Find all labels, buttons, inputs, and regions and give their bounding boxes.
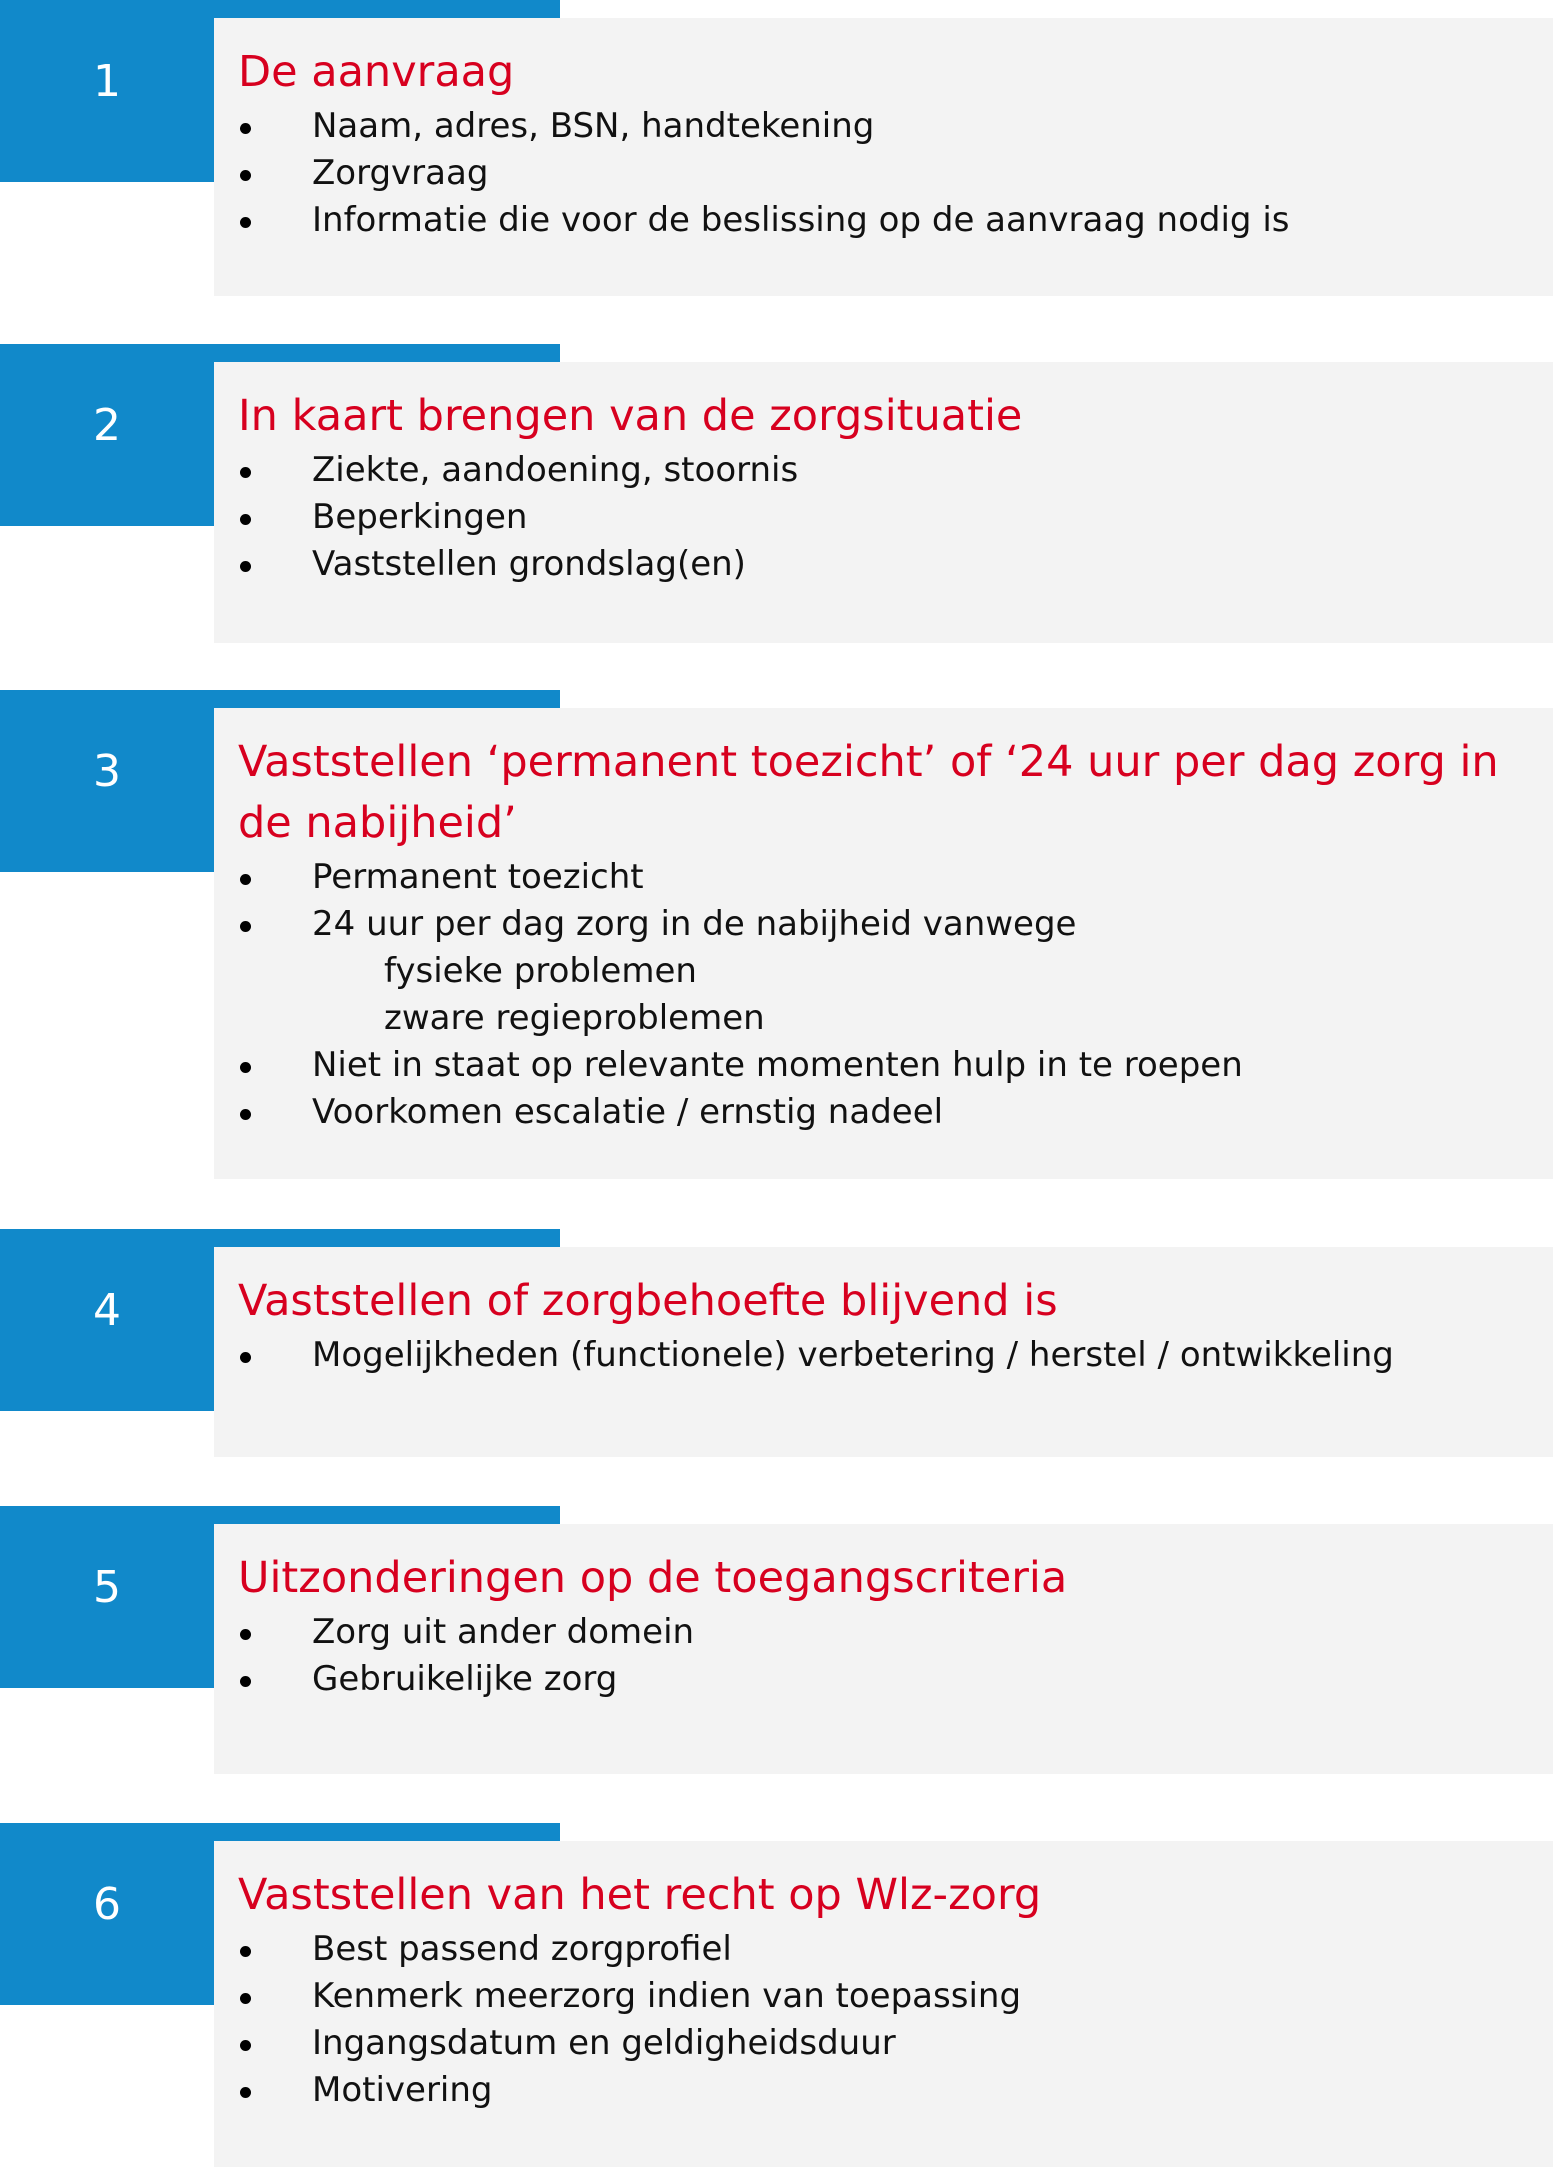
list-item-text: Vaststellen grondslag(en): [312, 544, 746, 584]
step-title: Uitzonderingen op de toegangscriteria: [238, 1553, 1068, 1603]
list-item: [238, 197, 1535, 244]
list-item-text: 24 uur per dag zorg in de nabijheid vanwege: [312, 904, 1077, 944]
bullet-icon: [240, 1352, 251, 1363]
step-items: [238, 447, 1535, 588]
list-item-text: Zorgvraag: [312, 153, 489, 193]
list-item-text: Ingangsdatum en geldigheidsduur: [312, 2023, 896, 2063]
bullet-icon: [240, 921, 251, 932]
list-item: [238, 541, 1535, 588]
list-item: [238, 494, 1535, 541]
step-title: Vaststellen van het recht op Wlz-zorg: [238, 1870, 1042, 1920]
step-top-bar: [0, 344, 560, 362]
bullet-icon: [240, 1946, 251, 1957]
step-number: 3: [0, 708, 214, 872]
list-item: [238, 1656, 1535, 1703]
step-top-bar: [0, 1229, 560, 1247]
step-items: [238, 854, 1535, 1136]
bullet-icon: [240, 217, 251, 228]
list-item-text: fysieke problemen: [384, 951, 697, 991]
step-content: [238, 708, 1535, 1136]
step-title: Vaststellen of zorgbehoefte blijvend is: [238, 1276, 1058, 1326]
step-top-bar: [0, 690, 560, 708]
list-item-text: Informatie die voor de beslissing op de aanvraag nodig is: [312, 200, 1290, 240]
step-top-bar: [0, 1506, 560, 1524]
step-top-bar: [0, 0, 560, 18]
step-items: [238, 1609, 1535, 1703]
step-items: [238, 1926, 1535, 2114]
step-title: De aanvraag: [238, 47, 515, 97]
step-number: 1: [0, 18, 214, 182]
list-item-text: Mogelijkheden (functionele) verbetering / herstel / ontwikkeling: [312, 1335, 1394, 1375]
sub-list-item: [238, 948, 1535, 995]
list-item-text: Gebruikelijke zorg: [312, 1659, 618, 1699]
step-content: [238, 362, 1535, 588]
bullet-icon: [240, 170, 251, 181]
list-item-text: Zorg uit ander domein: [312, 1612, 695, 1652]
bullet-icon: [240, 1993, 251, 2004]
step-number: 2: [0, 362, 214, 526]
list-item: [238, 901, 1535, 948]
step-title: In kaart brengen van de zorgsituatie: [238, 391, 1023, 441]
list-item-text: Motivering: [312, 2070, 493, 2110]
bullet-icon: [240, 467, 251, 478]
bullet-icon: [240, 561, 251, 572]
step-items: [238, 1332, 1535, 1379]
list-item-text: zware regieproblemen: [384, 998, 765, 1038]
bullet-icon: [240, 2087, 251, 2098]
list-item-text: Voorkomen escalatie / ernstig nadeel: [312, 1092, 944, 1132]
step-content: [238, 1524, 1535, 1703]
bullet-icon: [240, 1062, 251, 1073]
list-item-text: Ziekte, aandoening, stoornis: [312, 450, 799, 490]
list-item-text: Niet in staat op relevante momenten hulp in te roepen: [312, 1045, 1243, 1085]
list-item: [238, 1609, 1535, 1656]
step-content: [238, 1841, 1535, 2114]
list-item: [238, 1926, 1535, 1973]
step-number: 6: [0, 1841, 214, 2005]
step-items: [238, 103, 1535, 244]
list-item-text: Kenmerk meerzorg indien van toepassing: [312, 1976, 1022, 2016]
step-number: 4: [0, 1247, 214, 1411]
list-item: [238, 854, 1535, 901]
sub-list-item: [238, 995, 1535, 1042]
bullet-icon: [240, 874, 251, 885]
bullet-icon: [240, 2040, 251, 2051]
list-item-text: Permanent toezicht: [312, 857, 644, 897]
list-item: [238, 103, 1535, 150]
list-item: [238, 150, 1535, 197]
list-item: [238, 1042, 1535, 1089]
list-item: [238, 2067, 1535, 2114]
list-item: [238, 1089, 1535, 1136]
step-top-bar: [0, 1823, 560, 1841]
list-item: [238, 447, 1535, 494]
step-content: [238, 1247, 1535, 1379]
bullet-icon: [240, 1676, 251, 1687]
list-item: [238, 1332, 1535, 1379]
step-number: 5: [0, 1524, 214, 1688]
bullet-icon: [240, 514, 251, 525]
list-item-text: Best passend zorgprofiel: [312, 1929, 732, 1969]
list-item: [238, 1973, 1535, 2020]
step-content: [238, 18, 1535, 244]
bullet-icon: [240, 123, 251, 134]
step-title: Vaststellen ‘permanent toezicht’ of ‘24 uur per dag zorg in de nabijheid’: [238, 737, 1499, 848]
list-item-text: Beperkingen: [312, 497, 528, 537]
bullet-icon: [240, 1629, 251, 1640]
list-item: [238, 2020, 1535, 2067]
bullet-icon: [240, 1109, 251, 1120]
list-item-text: Naam, adres, BSN, handtekening: [312, 106, 875, 146]
